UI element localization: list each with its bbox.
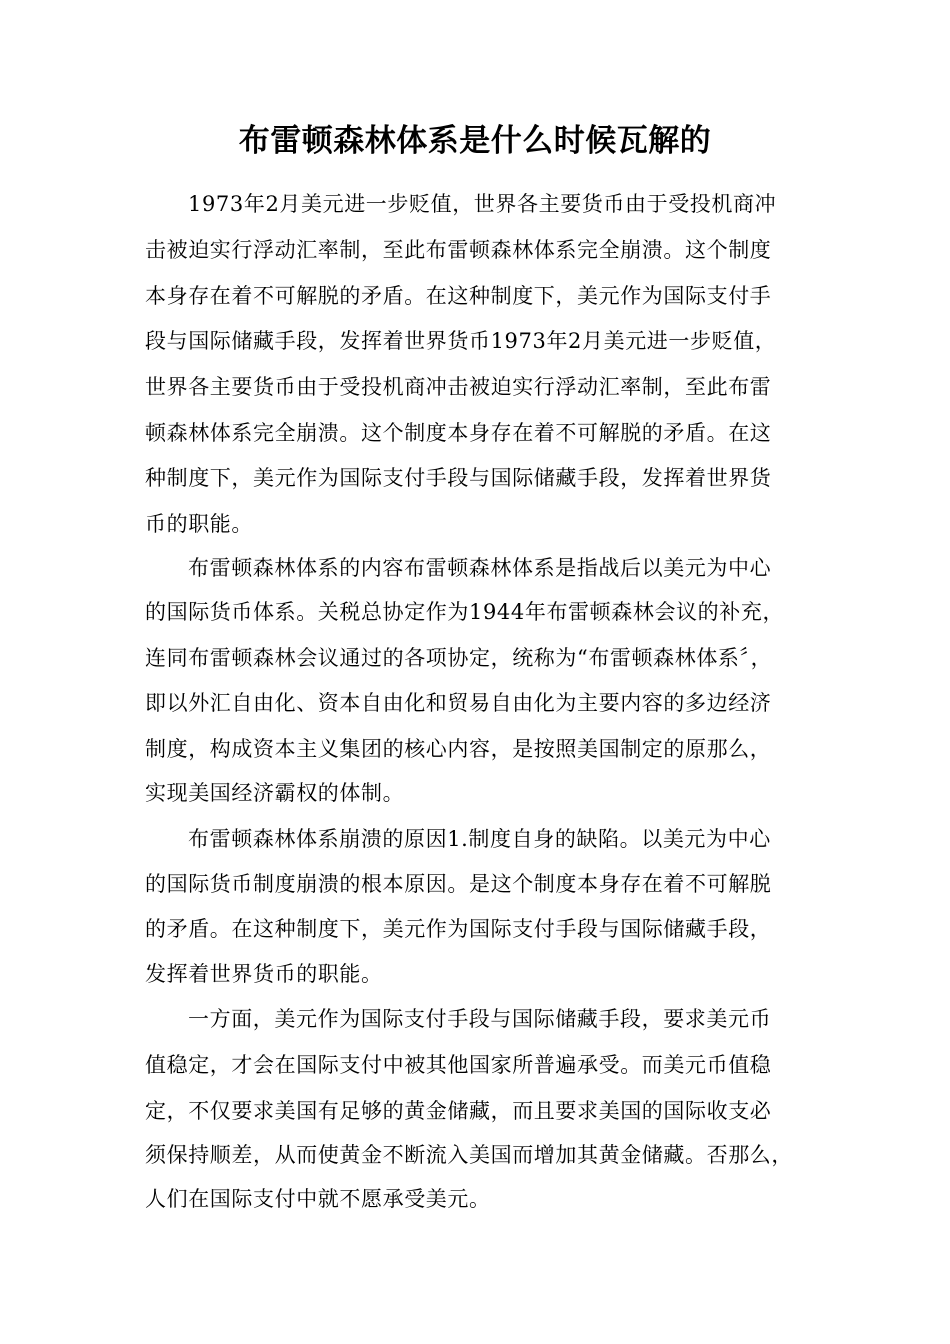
paragraph-1-line-3: 本身存在着不可解脱的矛盾。在这种制度下，美元作为国际支付手 xyxy=(145,284,772,308)
paragraph-4-line-1: 一方面，美元作为国际支付手段与国际储藏手段，要求美元币 xyxy=(188,1007,772,1031)
paragraph-4-line-3: 定，不仅要求美国有足够的黄金储藏，而且要求美国的国际收支必 xyxy=(145,1099,772,1123)
paragraph-2-line-2: 的国际货币体系。关税总协定作为1944年布雷顿森林会议的补充， xyxy=(145,600,785,624)
paragraph-2-line-6: 实现美国经济霸权的体制。 xyxy=(145,781,405,805)
paragraph-1-line-5: 世界各主要货币由于受投机商冲击被迫实行浮动汇率制，至此布雷 xyxy=(145,375,772,399)
paragraph-1-line-8: 币的职能。 xyxy=(145,512,253,536)
paragraph-2-line-4: 即以外汇自由化、资本自由化和贸易自由化为主要内容的多边经济 xyxy=(145,691,772,715)
paragraph-1-line-4: 段与国际储藏手段，发挥着世界货币1973年2月美元进一步贬值， xyxy=(145,329,777,353)
paragraph-4-line-5: 人们在国际支付中就不愿承受美元。 xyxy=(145,1187,491,1211)
paragraph-3-line-4: 发挥着世界货币的职能。 xyxy=(145,962,383,986)
paragraph-1-line-6: 顿森林体系完全崩溃。这个制度本身存在着不可解脱的矛盾。在这 xyxy=(145,421,772,445)
paragraph-2-line-1: 布雷顿森林体系的内容布雷顿森林体系是指战后以美元为中心 xyxy=(188,556,772,580)
paragraph-1-line-7: 种制度下，美元作为国际支付手段与国际储藏手段，发挥着世界货 xyxy=(145,466,772,490)
paragraph-1-line-2: 击被迫实行浮动汇率制，至此布雷顿森林体系完全崩溃。这个制度 xyxy=(145,238,772,262)
paragraph-4-line-4: 须保持顺差，从而使黄金不断流入美国而增加其黄金储藏。否那么， xyxy=(145,1143,793,1167)
paragraph-4-line-2: 值稳定，才会在国际支付中被其他国家所普遍承受。而美元币值稳 xyxy=(145,1053,772,1077)
paragraph-2-line-3: 连同布雷顿森林会议通过的各项协定，统称为“布雷顿森林体系〞， xyxy=(145,646,773,670)
paragraph-2-line-5: 制度，构成资本主义集团的核心内容，是按照美国制定的原那么， xyxy=(145,737,772,761)
paragraph-3-line-3: 的矛盾。在这种制度下，美元作为国际支付手段与国际储藏手段， xyxy=(145,917,772,941)
paragraph-3-line-1: 布雷顿森林体系崩溃的原因1.制度自身的缺陷。以美元为中心 xyxy=(188,827,771,851)
paragraph-3-line-2: 的国际货币制度崩溃的根本原因。是这个制度本身存在着不可解脱 xyxy=(145,872,772,896)
document-title: 布雷顿森林体系是什么时候瓦解的 xyxy=(238,123,712,159)
paragraph-1-line-1: 1973年2月美元进一步贬值，世界各主要货币由于受投机商冲 xyxy=(188,192,777,216)
